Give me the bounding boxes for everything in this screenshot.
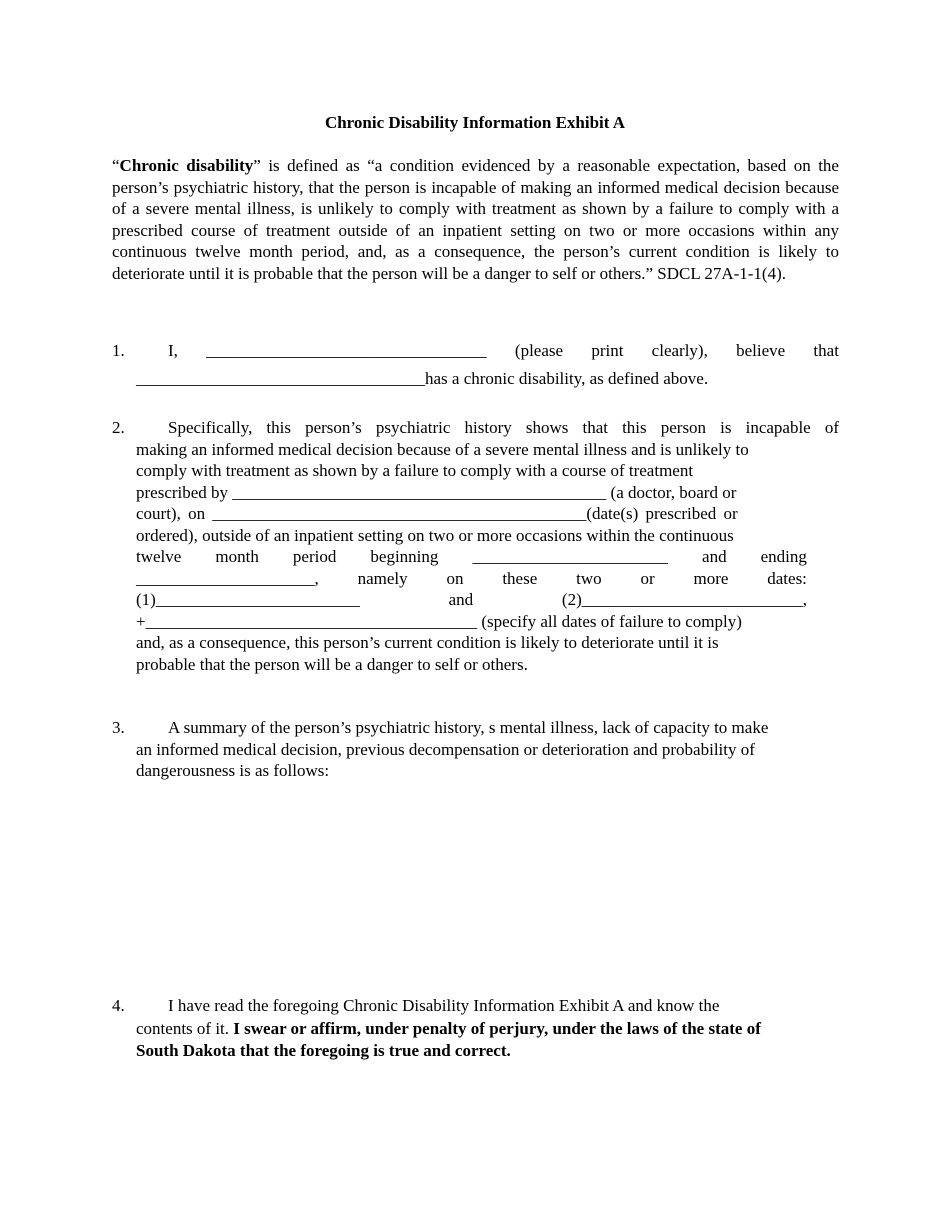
item-2-line-4: prescribed by ____________________________________________ (a doctor, board or (136, 482, 737, 502)
item-1-word: print (591, 341, 624, 360)
item-3-number: 3. (112, 718, 125, 737)
item-2-line-10: +_______________________________________ (specify all dates of failure to comply) (136, 611, 742, 631)
item-2-word: month (215, 547, 259, 566)
end-date-blank: _____________________, (136, 568, 319, 588)
definition-term: Chronic disability (119, 156, 254, 175)
item-1-line-1 (168, 340, 839, 362)
item-2-line-1: Specifically, this person’s psychiatric history shows that this person is incapable of (168, 418, 839, 437)
item-2-word: ending (760, 547, 807, 566)
item-1-word: I, (168, 341, 178, 360)
failure-date-2-blank: (2)__________________________, (561, 590, 807, 609)
item-1-word: believe (736, 341, 786, 360)
item-2-line-6: ordered), outside of an inpatient setting on two or more occasions within the continuous (136, 525, 734, 545)
item-4-line-3: South Dakota that the foregoing is true and correct. (136, 1041, 511, 1060)
item-2-word: period (292, 547, 337, 566)
item-1-line-2: __________________________________has a chronic disability, as defined above. (136, 369, 709, 388)
name-blank: _________________________________ (206, 341, 487, 360)
item-2-word: more (693, 568, 729, 588)
perjury-statement: I swear or affirm, under penalty of perjury, under the laws of the state of (233, 1018, 761, 1038)
item-2-word: namely (357, 568, 408, 588)
item-2-line-11: and, as a consequence, this person’s current condition is likely to deteriorate until it is (136, 633, 719, 652)
item-2-word: beginning (370, 547, 439, 566)
item-2-number: 2. (112, 418, 125, 437)
item-4-line-1: I have read the foregoing Chronic Disability Information Exhibit A and know the (168, 996, 720, 1015)
document-title: Chronic Disability Information Exhibit A (324, 113, 626, 132)
item-2-line-2: making an informed medical decision because of a severe mental illness and is unlikely to (136, 439, 749, 459)
definition-open-quote: “ (112, 156, 120, 175)
item-2-line-5: court), on ____________________________________________(date(s) prescribed or (136, 504, 738, 523)
item-1-word: (please (514, 341, 564, 360)
item-4-line-2-plain: contents of it. (136, 1018, 234, 1038)
item-2-line-8 (136, 568, 807, 590)
item-2-word: these (502, 568, 538, 588)
item-2-word: twelve (136, 547, 182, 566)
item-2-word: and (448, 590, 474, 609)
item-1-word: clearly), (651, 341, 708, 360)
item-2-word: or (640, 568, 655, 588)
item-2-word: on (446, 568, 464, 588)
item-3-line-2: an informed medical decision, previous decompensation or deterioration and probability of (136, 739, 755, 759)
item-4-line-2 (136, 1018, 761, 1040)
definition-text: ” is defined as “a condition evidenced by a reasonable expectation, based on the person’s psychiatric history, that the person is incapable of making an informed medical decision because of a severe mental illness, is unlikely to comply with treatment as shown by a failure to comply with a prescribed course of treatment outside of an inpatient setting on two or more occasions within any continuous twelve month period, and, as a consequence, the person’s current condition is likely to deteriorate until it is probable that the person will be a danger to self or others.” SDCL 27A-1-1(4). (112, 156, 839, 283)
item-2-line-9 (136, 589, 807, 611)
begin-date-blank: _______________________ (472, 547, 668, 566)
item-2-word: dates: (767, 568, 807, 588)
item-2-line-12: probable that the person will be a danger to self or others. (136, 654, 528, 674)
item-2-word: and (702, 547, 727, 566)
item-4-number: 4. (112, 996, 125, 1015)
item-3-line-1: A summary of the person’s psychiatric history, s mental illness, lack of capacity to make (168, 718, 769, 737)
item-1-word: that (813, 341, 839, 360)
definition-paragraph (112, 155, 839, 284)
item-3-line-3: dangerousness is as follows: (136, 761, 330, 780)
failure-date-1-blank: (1)________________________ (136, 590, 360, 609)
item-2-line-7 (136, 546, 807, 568)
item-1-number: 1. (112, 341, 125, 360)
item-2-line-3: comply with treatment as shown by a failure to comply with a course of treatment (136, 461, 694, 480)
item-2-word: two (576, 568, 602, 588)
